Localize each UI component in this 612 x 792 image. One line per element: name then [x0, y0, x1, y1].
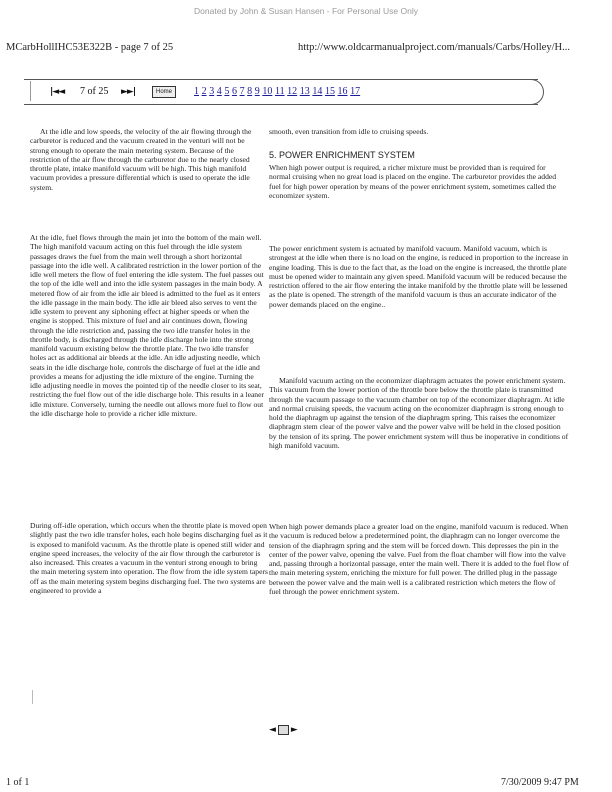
paragraph-high-power-demand: When high power demands place a greater load on the engine, manifold vacuum is reduced. When the vacuum is reduced below a predetermined point, the diaphragm can no longer overcome the tension of the diaphragm spring and the stem will be forced down. This depresses the pin in the center of the power valve, opening the valve. Fuel from the float chamber will flow into the valve and, passing through a horizontal passage, enter the main well. There it is added to the fuel flow of the main metering system, enriching the mixture for full power. The drilled plug in the passage between the power valve and the main well is a calibrated restriction which meters the flow of fuel through the power enrichment system. — [269, 522, 569, 596]
page-link-17[interactable]: 17 — [350, 86, 361, 97]
page-link-10[interactable]: 10 — [262, 86, 273, 97]
bottom-page-navigation — [269, 724, 305, 736]
first-page-icon[interactable]: |◄◄ — [50, 87, 65, 97]
paragraph-manifold-vacuum: The power enrichment system is actuated by manifold vacuum. Manifold vacuum, which is strongest at the idle when there is no load on the engine, is reduced in proportion to the increase in engine loading. This is due to the fact that, as the load on the engine is increased, the throttle plate must be opened wider to maintain any given speed. Manifold vacuum will be reduced because the restriction offered to the air flow entering the intake manifold by the throttle plate will be lessened as the plate is opened. The strength of the manifold vacuum is thus an accurate indicator of the power demands placed on the engine.. — [269, 244, 569, 309]
page-link-7[interactable]: 7 — [239, 86, 245, 97]
page-link-3[interactable]: 3 — [209, 86, 215, 97]
page-link-15[interactable]: 15 — [324, 86, 335, 97]
navigation-bar-divider — [30, 81, 31, 101]
page-link-5[interactable]: 5 — [224, 86, 230, 97]
paragraph-idle-intro: At the idle and low speeds, the velocity of the air flowing through the carburetor is reduced and the vacuum created in the venturi will not be strong enough to operate the main metering system. Because of the restriction of the air flow through the carburetor due to the nearly closed throttle plate, intake manifold vacuum will be high. This high manifold vacuum provides a pressure differential which is used to operate the idle system. — [30, 127, 252, 192]
home-button[interactable]: Home — [152, 86, 176, 98]
page-link-11[interactable]: 11 — [274, 86, 285, 97]
home-icon[interactable] — [278, 725, 289, 735]
paragraph-transition: smooth, even transition from idle to cruising speeds. — [269, 127, 429, 136]
page-link-6[interactable]: 6 — [231, 86, 237, 97]
print-footer-page: 1 of 1 — [6, 777, 30, 788]
page-counter: 7 of 25 — [80, 86, 109, 97]
print-footer-timestamp: 7/30/2009 9:47 PM — [501, 777, 579, 788]
paragraph-economizer-diaphragm: Manifold vacuum acting on the economizer diaphragm actuates the power enrichment system. This vacuum from the lower portion of the throttle bore below the throttle plate is transmitted through the vacuum passage to the vacuum chamber on top of the economizer diaphragm. At idle and normal cruising speeds, the vacuum acting on the economizer diaphragm is strong enough to hold the diaphragm up against the tension of the diaphragm spring. This raises the economizer diaphragm stem clear of the power valve and the power valve will be held in the closed position by the tension of its spring. The power enrichment system will thus be inoperative in conditions of high manifold vacuum. — [269, 376, 569, 450]
previous-page-icon[interactable]: ◄ — [269, 725, 276, 735]
next-last-page-icon[interactable]: ►►| — [121, 87, 136, 97]
print-header-title: MCarbHollIHC53E322B - page 7 of 25 — [6, 42, 174, 53]
page-link-13[interactable]: 13 — [299, 86, 310, 97]
page-link-16[interactable]: 16 — [337, 86, 348, 97]
page-link-4[interactable]: 4 — [216, 86, 222, 97]
section-heading: 5. POWER ENRICHMENT SYSTEM — [269, 150, 415, 160]
next-page-icon[interactable]: ► — [290, 725, 298, 735]
paragraph-off-idle: During off-idle operation, which occurs when the throttle plate is moved open slightly past the two idle transfer holes, each hole begins discharging fuel as it is exposed to manifold vacuum. As the throttle plate is opened still wider and engine speed increases, the velocity of the air flow through the carburetor is also increased. This creates a vacuum in the venturi strong enough to bring the main metering system into operation. The flow from the idle system tapers off as the main metering system begins discharging fuel. The two systems are engineered to provide a — [30, 521, 268, 595]
page-links — [194, 86, 363, 98]
page-navigation-bar-end — [528, 79, 544, 105]
paragraph-idle-system: At the idle, fuel flows through the main jet into the bottom of the main well. The high manifold vacuum acting on this fuel through the idle system passages draws the fuel from the main well through a short horizontal passage into the idle well. A calibrated restriction in the lower portion of the idle well meters the flow of fuel entering the idle system. The fuel passes out the top of the idle well and into the idle system passages in the main body. A metered flow of air from the idle air bleed is admitted to the fuel as it enters the idle passage in the main body. The idle air bleed also serves to vent the idle system to prevent any siphoning effect at higher speeds or when the engine is stopped. This mixture of fuel and air continues down, flowing through the idle restriction and, passing the two idle transfer holes in the throttle body, is discharged through the idle discharge hole into the strong manifold vacuum existing below the throttle plate. The two idle transfer holes act as additional air bleeds at the idle. An idle adjusting needle, which seats in the idle discharge hole, controls the discharge of fuel at the idle and provides a means for adjusting the idle mixture of the engine. Turning the idle adjusting needle in moves the pointed tip of the needle closer to its seat, restricting the fuel flow out of the idle discharge hole. This results in a leaner idle mixture. Conversely, turning the needle out allows more fuel to flow out the idle discharge hole to provide a richer idle mixture. — [30, 233, 265, 418]
paragraph-power-enrichment: When high power output is required, a richer mixture must be provided than is required for normal cruising when no great load is placed on the engine. The carburetor provides the added fuel for high power operation by means of the power enrichment system, sometimes called the economizer system. — [269, 163, 557, 200]
page-link-1[interactable]: 1 — [194, 86, 199, 97]
page-link-9[interactable]: 9 — [254, 86, 260, 97]
page-link-2[interactable]: 2 — [201, 86, 207, 97]
print-header-url: http://www.oldcarmanualproject.com/manuals/Carbs/Holley/H... — [298, 42, 570, 53]
page-link-12[interactable]: 12 — [287, 86, 298, 97]
watermark: Donated by John & Susan Hansen - For Personal Use Only — [194, 6, 418, 16]
page-link-14[interactable]: 14 — [312, 86, 323, 97]
margin-mark — [32, 690, 33, 704]
page-link-8[interactable]: 8 — [247, 86, 253, 97]
